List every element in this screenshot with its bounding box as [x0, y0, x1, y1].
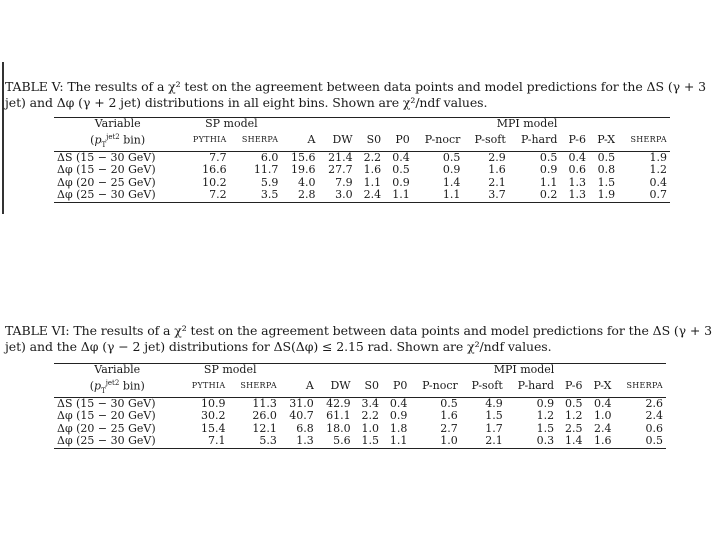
variable-header: Variable: [54, 364, 181, 377]
row-label: Δφ (20 − 25 GeV): [57, 421, 156, 435]
blank-header: [280, 364, 382, 377]
column-header: A: [281, 131, 318, 152]
cell-value: 27.7: [328, 163, 353, 177]
cell-value: 1.1: [539, 175, 558, 189]
cell-value: 1.1: [413, 189, 464, 202]
cell-value: 1.6: [586, 435, 615, 448]
variable-header: Variable: [54, 118, 181, 131]
cell-value: 2.7: [440, 421, 458, 435]
row-label: Δφ (15 − 20 GeV): [57, 163, 156, 177]
cell-value: 1.2: [536, 409, 555, 423]
cell-value: 1.1: [382, 435, 410, 448]
cell-value: 7.7: [209, 150, 227, 164]
cell-value: 0.4: [593, 396, 612, 410]
column-header: P-6: [560, 131, 589, 152]
cell-value: 0.5: [597, 150, 616, 164]
cell-value: 61.1: [326, 409, 351, 423]
cell-value: 5.9: [260, 175, 279, 189]
cell-value: 4.0: [297, 175, 316, 189]
cell-value: 40.7: [289, 409, 314, 423]
column-header: P-hard: [506, 377, 557, 398]
column-header: PYTHIA: [181, 131, 229, 152]
cell-value: 1.9: [589, 189, 618, 202]
cell-value: 2.9: [488, 150, 506, 164]
cell-value: 15.6: [290, 150, 316, 164]
cell-value: 1.3: [560, 189, 589, 202]
cell-value: 1.3: [280, 435, 317, 448]
row-label: Δφ (15 − 20 GeV): [57, 409, 156, 423]
cell-value: 19.6: [290, 163, 316, 177]
column-header: P-X: [586, 377, 615, 398]
cell-value: 1.3: [568, 175, 586, 189]
cell-value: 1.4: [557, 435, 585, 448]
cell-value: 1.5: [597, 175, 616, 189]
cell-value: 0.5: [392, 163, 410, 177]
cell-value: 2.1: [461, 435, 506, 448]
cell-value: 6.0: [260, 150, 279, 164]
cell-value: 15.4: [201, 421, 226, 435]
table-row: [54, 410, 666, 423]
cell-value: 1.8: [389, 421, 408, 435]
bin-header: ($p_T^{jet2}$ bin): [54, 131, 181, 152]
cell-value: 0.5: [539, 150, 558, 164]
table-vi: [54, 363, 666, 449]
cell-value: 0.4: [392, 150, 410, 164]
cell-value: 2.6: [645, 396, 663, 410]
cell-value: 0.4: [568, 150, 586, 164]
column-header: P-soft: [461, 377, 506, 398]
sp-model-header: SP model: [181, 364, 280, 377]
column-header: SHERPA: [229, 377, 280, 398]
cell-value: 0.4: [389, 396, 408, 410]
column-header: P-6: [557, 377, 585, 398]
cell-value: 3.0: [318, 189, 355, 202]
column-header: DW: [318, 131, 355, 152]
mpi-model-header: MPI model: [382, 364, 666, 377]
column-header: P-nocr: [413, 131, 464, 152]
cell-value: 1.6: [440, 409, 458, 423]
cell-value: 0.5: [442, 150, 461, 164]
cell-value: 3.7: [463, 189, 508, 202]
cell-value: 1.9: [649, 150, 667, 164]
row-label: Δφ (25 − 30 GeV): [54, 435, 181, 448]
column-header: P-nocr: [410, 377, 460, 398]
cell-value: 1.4: [442, 175, 461, 189]
cell-value: 21.4: [328, 150, 353, 164]
cell-value: 0.8: [597, 163, 616, 177]
cell-value: 1.0: [593, 409, 612, 423]
group-header-row: [54, 118, 670, 131]
cell-value: 11.7: [253, 163, 279, 177]
column-header: P-soft: [463, 131, 508, 152]
row-label: ΔS (15 − 30 GeV): [57, 396, 156, 410]
cell-value: 0.5: [614, 435, 666, 448]
column-header: A: [280, 377, 317, 398]
cell-value: 1.7: [485, 421, 503, 435]
cell-value: 0.9: [389, 409, 408, 423]
column-header: DW: [317, 377, 354, 398]
column-header: P0: [382, 377, 410, 398]
cell-value: 2.1: [488, 175, 506, 189]
cell-value: 2.4: [645, 409, 663, 423]
cell-value: 16.6: [202, 163, 227, 177]
cell-value: 26.0: [252, 409, 277, 423]
column-header: SHERPA: [614, 377, 666, 398]
sp-model-header: SP model: [181, 118, 281, 131]
cell-value: 0.9: [442, 163, 461, 177]
cell-value: 7.2: [181, 189, 229, 202]
bin-header: ($p_T^{jet2}$ bin): [54, 377, 181, 398]
cell-value: 4.9: [485, 396, 503, 410]
cell-value: 1.1: [384, 189, 413, 202]
cell-value: 2.8: [281, 189, 318, 202]
cell-value: 3.5: [230, 189, 282, 202]
cell-value: 5.6: [317, 435, 354, 448]
cell-value: 0.9: [392, 175, 410, 189]
cell-value: 0.3: [506, 435, 557, 448]
cell-value: 2.4: [356, 189, 385, 202]
cell-value: 1.1: [363, 175, 382, 189]
cell-value: 1.2: [649, 163, 667, 177]
cell-value: 2.2: [363, 150, 382, 164]
cell-value: 7.9: [335, 175, 353, 189]
column-header: P0: [384, 131, 413, 152]
table-row: [54, 435, 666, 448]
cell-value: 1.2: [565, 409, 583, 423]
cell-value: 0.4: [649, 175, 667, 189]
table-row: [54, 164, 670, 177]
cell-value: 1.5: [485, 409, 503, 423]
column-header-row: [54, 377, 666, 398]
table-vi-caption: TABLE VI: The results of a χ² test on the agreement between data points and model predictions for the ΔS (γ + 3 jet) and the Δφ (γ − 2 jet) distributions for ΔS(Δφ) ≤ 2.15 rad. Shown are χ²/ndf values.: [5, 323, 713, 354]
column-header: P-X: [589, 131, 618, 152]
cell-value: 6.8: [296, 421, 314, 435]
table-v-caption: TABLE V: The results of a χ² test on the agreement between data points and model predictions for the ΔS (γ + 3 jet) and Δφ (γ + 2 jet) distributions in all eight bins. Shown are χ²/ndf values.: [5, 79, 706, 110]
cell-value: 0.9: [539, 163, 558, 177]
column-header-row: [54, 131, 670, 152]
cell-value: 7.1: [181, 435, 229, 448]
cell-value: 2.5: [565, 421, 583, 435]
column-header: P-hard: [509, 131, 561, 152]
cell-value: 2.2: [361, 409, 380, 423]
cell-value: 1.5: [354, 435, 382, 448]
cell-value: 18.0: [326, 421, 351, 435]
cell-value: 0.5: [440, 396, 458, 410]
cell-value: 42.9: [326, 396, 351, 410]
cell-value: 0.7: [618, 189, 670, 202]
table-v: [54, 117, 670, 203]
column-header: SHERPA: [618, 131, 670, 152]
cell-value: 0.6: [645, 421, 663, 435]
cell-value: 1.0: [410, 435, 460, 448]
cell-value: 1.6: [488, 163, 506, 177]
cell-value: 31.0: [289, 396, 314, 410]
cell-value: 10.9: [201, 396, 226, 410]
cell-value: 5.3: [229, 435, 280, 448]
column-header: PYTHIA: [181, 377, 229, 398]
cell-value: 12.1: [252, 421, 277, 435]
mpi-model-header: MPI model: [384, 118, 670, 131]
cell-value: 1.0: [361, 421, 380, 435]
cell-value: 3.4: [361, 396, 380, 410]
cell-value: 2.4: [593, 421, 612, 435]
cell-value: 0.6: [568, 163, 586, 177]
cell-value: 11.3: [252, 396, 277, 410]
group-header-row: [54, 364, 666, 377]
cell-value: 1.5: [536, 421, 555, 435]
row-label: ΔS (15 − 30 GeV): [57, 150, 156, 164]
cell-value: 30.2: [201, 409, 226, 423]
row-label: Δφ (20 − 25 GeV): [57, 175, 156, 189]
table-row: [54, 189, 670, 202]
cell-value: 0.9: [536, 396, 555, 410]
column-header: SHERPA: [230, 131, 282, 152]
margin-rule: [2, 62, 4, 214]
row-label: Δφ (25 − 30 GeV): [54, 189, 181, 202]
cell-value: 0.2: [509, 189, 561, 202]
column-header: S0: [356, 131, 385, 152]
cell-value: 1.6: [363, 163, 382, 177]
cell-value: 10.2: [202, 175, 227, 189]
cell-value: 0.5: [565, 396, 583, 410]
column-header: S0: [354, 377, 382, 398]
blank-header: [281, 118, 384, 131]
